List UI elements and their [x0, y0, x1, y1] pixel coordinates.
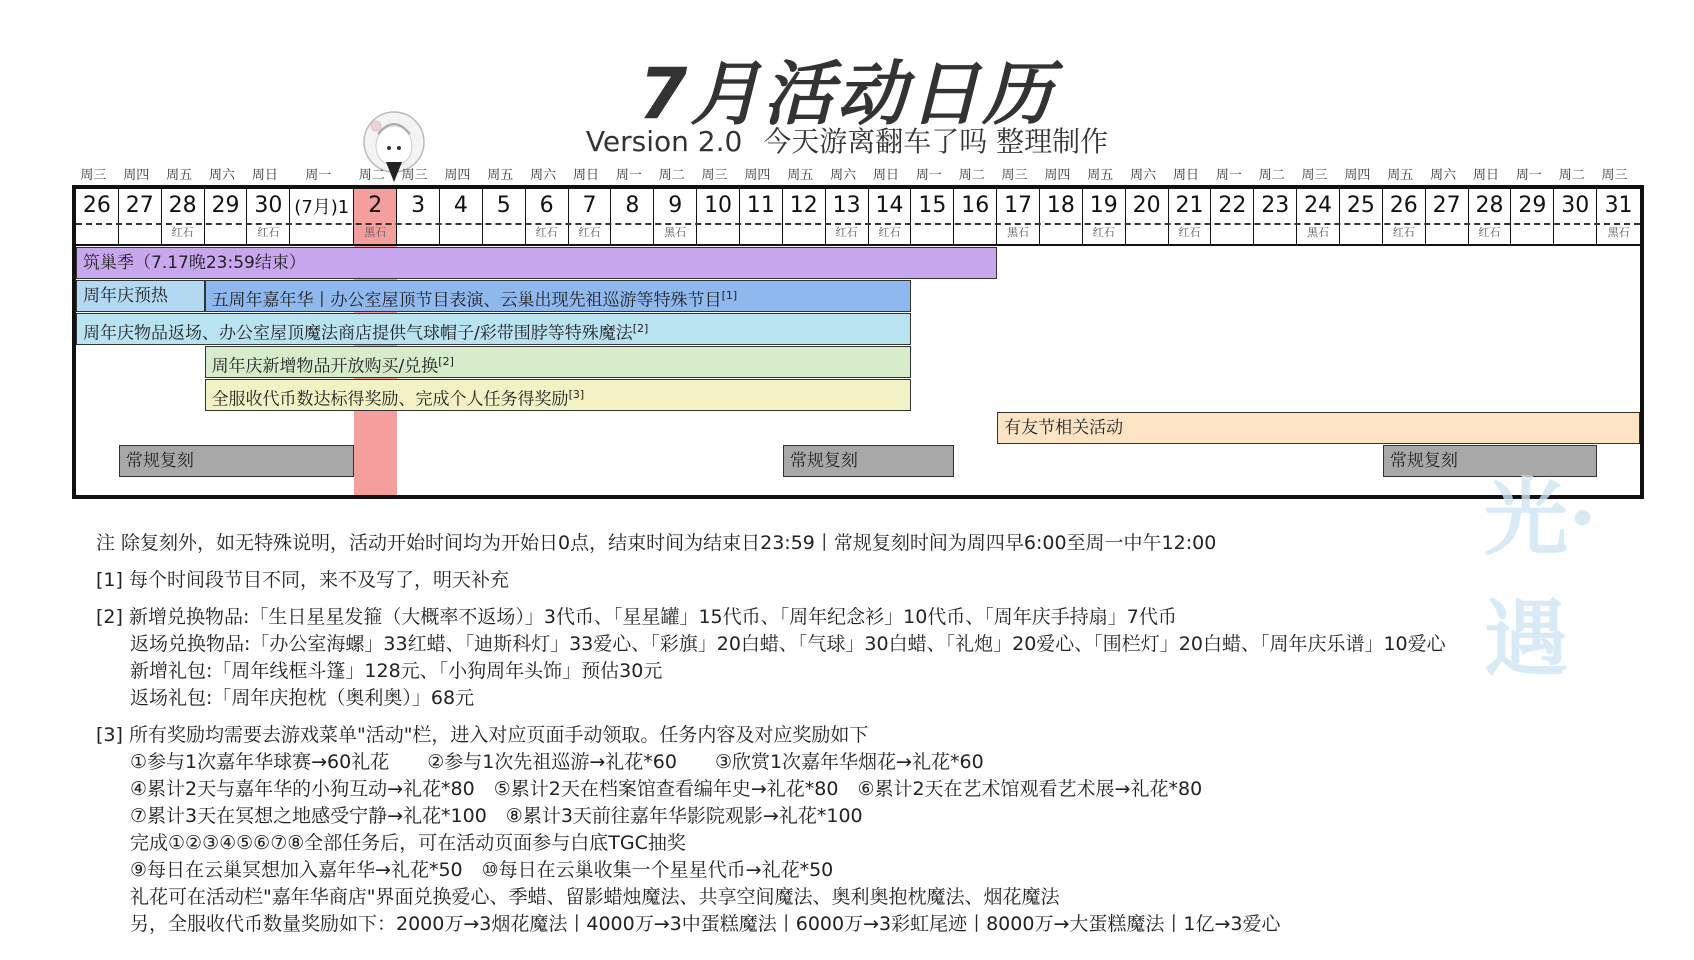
day-cell — [1383, 189, 1426, 244]
day-number: 14 — [875, 193, 904, 218]
day-cell — [247, 189, 290, 244]
day-number: 19 — [1089, 193, 1118, 218]
day-currency-tag: 红石 — [257, 226, 280, 239]
day-number: 4 — [453, 193, 468, 218]
event-bar — [205, 280, 912, 312]
notes-section — [96, 530, 1676, 938]
day-number: 11 — [746, 193, 775, 218]
event-label: 常规复刻 — [125, 451, 194, 471]
weekday-label: 周五 — [1087, 168, 1114, 183]
weekday-row — [72, 164, 1642, 182]
day-cell — [697, 189, 740, 244]
weekday-label: 周四 — [123, 168, 150, 183]
event-label: 筑巢季（7.17晚23:59结束） — [83, 253, 306, 273]
day-cell — [205, 189, 248, 244]
day-currency-tag: 黑石 — [1307, 226, 1330, 239]
day-number: 12 — [789, 193, 818, 218]
event-footnote-ref: [2] — [438, 355, 454, 368]
day-cell — [1340, 189, 1383, 244]
weekday-label: 周三 — [701, 168, 728, 183]
weekday-label: 周五 — [487, 168, 514, 183]
game-logo-watermark: 光·遇 — [1484, 468, 1598, 688]
weekday-label: 周二 — [1558, 168, 1585, 183]
weekday-label: 周日 — [251, 168, 278, 183]
weekday-label: 周二 — [1258, 168, 1285, 183]
weekday-label: 周日 — [872, 168, 899, 183]
day-number: 5 — [496, 193, 511, 218]
event-label: 周年庆新增物品开放购买/兑换 — [211, 356, 439, 377]
day-number: 26 — [82, 193, 111, 218]
day-currency-tag: 红石 — [578, 226, 601, 239]
day-cell — [569, 189, 612, 244]
day-currency-tag: 红石 — [878, 226, 901, 239]
day-number: 31 — [1604, 193, 1633, 218]
day-cell — [611, 189, 654, 244]
event-bar — [76, 313, 911, 345]
note-3-daily: ⑨每日在云巢冥想加入嘉年华→礼花*50 ⑩每日在云巢收集一个星星代币→礼花*50 — [130, 859, 834, 881]
note-3-tasks-3: ⑦累计3天在冥想之地感受宁静→礼花*100 ⑧累计3天前往嘉年华影院观影→礼花*100 — [130, 805, 863, 827]
day-number: 6 — [539, 193, 554, 218]
day-cell — [1554, 189, 1597, 244]
day-number: 15 — [918, 193, 947, 218]
day-number: 27 — [125, 193, 154, 218]
event-label: 周年庆预热 — [83, 286, 168, 306]
page-title: 7月活动日历 — [638, 53, 1056, 135]
day-number: 26 — [1389, 193, 1418, 218]
day-cell — [1469, 189, 1512, 244]
weekday-label: 周四 — [444, 168, 471, 183]
note-1: [1] 每个时间段节目不同，来不及写了，明天补充 — [96, 569, 509, 591]
event-footnote-ref: [3] — [568, 388, 585, 401]
day-number: 17 — [1004, 193, 1033, 218]
event-bar — [119, 445, 354, 477]
day-currency-tag: 红石 — [1478, 226, 1501, 239]
note-2-new-items: [2] 新增兑换物品:「生日星星发箍（大概率不返场）」3代币、「星星罐」15代币、「周年纪念衫」10代币、「周年庆手持扇」7代币 — [96, 606, 1177, 628]
weekday-label: 周二 — [958, 168, 985, 183]
event-bar — [205, 346, 912, 378]
day-currency-tag: 黑石 — [1007, 226, 1030, 239]
day-number: 29 — [211, 193, 240, 218]
event-bar — [205, 379, 912, 411]
weekday-label: 周一 — [1515, 168, 1542, 183]
day-cell — [290, 189, 354, 244]
day-divider-dashed — [76, 223, 1640, 225]
weekday-label: 周二 — [658, 168, 685, 183]
weekday-label: 周四 — [1044, 168, 1071, 183]
weekday-label: 周五 — [1387, 168, 1414, 183]
weekday-label: 周一 — [305, 168, 332, 183]
note-3-tasks-1: ①参与1次嘉年华球赛→60礼花 ②参与1次先祖巡游→礼花*60 ③欣赏1次嘉年华烟花→礼花*60 — [130, 751, 984, 773]
weekday-label: 周三 — [1601, 168, 1628, 183]
day-cell — [483, 189, 526, 244]
weekday-label: 周五 — [166, 168, 193, 183]
day-cell — [740, 189, 783, 244]
day-cell — [1426, 189, 1469, 244]
weekday-label: 周六 — [1130, 168, 1157, 183]
event-label: 有友节相关活动 — [1004, 418, 1124, 438]
day-cell — [1297, 189, 1340, 244]
weekday-label: 周六 — [208, 168, 235, 183]
event-bar — [783, 445, 954, 477]
day-number: 30 — [254, 193, 283, 218]
day-cell — [526, 189, 569, 244]
day-number: 7 — [582, 193, 597, 218]
day-number: 8 — [625, 193, 640, 218]
note-3-server-rewards: 另，全服收代币数量奖励如下：2000万→3烟花魔法丨4000万→3中蛋糕魔法丨6000万→3彩虹尾迹丨8000万→大蛋糕魔法丨1亿→3爱心 — [130, 913, 1281, 935]
note-3-tasks-2: ④累计2天与嘉年华的小狗互动→礼花*80 ⑤累计2天在档案馆查看编年史→礼花*80 ⑥累计2天在艺术馆观看艺术展→礼花*80 — [130, 778, 1203, 800]
weekday-label: 周六 — [1430, 168, 1457, 183]
day-number: 21 — [1175, 193, 1204, 218]
day-cell — [76, 189, 119, 244]
note-2-return-packs: 返场礼包:「周年庆抱枕（奥利奥）」68元 — [130, 687, 475, 709]
day-number: 28 — [168, 193, 197, 218]
day-header-bottom-line — [76, 244, 1640, 246]
day-cell — [869, 189, 912, 244]
day-currency-tag: 红石 — [171, 226, 194, 239]
note-3-intro: [3] 所有奖励均需要去游戏菜单"活动"栏，进入对应页面手动领取。任务内容及对应奖励如下 — [96, 724, 869, 746]
day-currency-tag: 红石 — [1392, 226, 1415, 239]
weekday-label: 周四 — [1344, 168, 1371, 183]
weekday-label: 周三 — [401, 168, 428, 183]
day-currency-tag: 黑石 — [664, 226, 687, 239]
day-cell — [162, 189, 205, 244]
event-label: 周年庆物品返场、办公室屋顶魔法商店提供气球帽子/彩带围脖等特殊魔法 — [83, 323, 633, 344]
day-number: 28 — [1475, 193, 1504, 218]
day-number: 13 — [832, 193, 861, 218]
day-cell — [954, 189, 997, 244]
weekday-label: 周一 — [915, 168, 942, 183]
event-footnote-ref: [1] — [721, 289, 738, 302]
day-cell — [826, 189, 869, 244]
weekday-label: 周日 — [1172, 168, 1199, 183]
event-label: 常规复刻 — [1389, 451, 1458, 471]
day-cell — [1169, 189, 1212, 244]
day-number: 27 — [1432, 193, 1461, 218]
author-label: 今天游离翻车了吗 整理制作 — [763, 125, 1109, 158]
day-number: 22 — [1218, 193, 1247, 218]
event-label: 常规复刻 — [789, 451, 858, 471]
day-cell — [997, 189, 1040, 244]
day-currency-tag: 红石 — [1092, 226, 1115, 239]
day-cell — [911, 189, 954, 244]
day-currency-tag: 红石 — [835, 226, 858, 239]
day-cell — [1126, 189, 1169, 244]
weekday-label: 周日 — [572, 168, 599, 183]
day-number: 25 — [1346, 193, 1375, 218]
weekday-label: 周三 — [1301, 168, 1328, 183]
day-cell — [1083, 189, 1126, 244]
event-bar — [997, 412, 1640, 444]
weekday-label: 周六 — [830, 168, 857, 183]
note-2-new-packs: 新增礼包:「周年线框斗篷」128元、「小狗周年头饰」预估30元 — [130, 660, 663, 682]
day-number: 23 — [1261, 193, 1290, 218]
day-cell — [119, 189, 162, 244]
day-cell — [1511, 189, 1554, 244]
weekday-label: 周一 — [615, 168, 642, 183]
weekday-label: 周三 — [80, 168, 107, 183]
day-cell — [654, 189, 697, 244]
day-cell — [1211, 189, 1254, 244]
day-currency-tag: 黑石 — [1607, 226, 1630, 239]
day-number: 9 — [668, 193, 683, 218]
version-label: Version 2.0 — [585, 125, 743, 158]
day-number: 10 — [704, 193, 733, 218]
day-number: 3 — [411, 193, 426, 218]
event-bar — [76, 247, 997, 279]
weekday-label: 周六 — [530, 168, 557, 183]
day-number: 24 — [1304, 193, 1333, 218]
day-number: 20 — [1132, 193, 1161, 218]
day-cell — [397, 189, 440, 244]
event-label: 全服收代币数达标得奖励、完成个人任务得奖励 — [211, 389, 569, 410]
note-3-shop: 礼花可在活动栏"嘉年华商店"界面兑换爱心、季蜡、留影蜡烛魔法、共享空间魔法、奥利奥抱枕魔法、烟花魔法 — [130, 886, 1060, 908]
weekday-label: 周日 — [1472, 168, 1499, 183]
event-label: 五周年嘉年华丨办公室屋顶节目表演、云巢出现先祖巡游等特殊节目 — [211, 290, 722, 311]
day-cell — [1254, 189, 1297, 244]
weekday-label: 周二 — [358, 168, 385, 183]
day-number: 29 — [1518, 193, 1547, 218]
weekday-label: 周四 — [744, 168, 771, 183]
note-general: 注 除复刻外，如无特殊说明，活动开始时间均为开始日0点，结束时间为结束日23:59丨常规复刻时间为周四早6:00至周一中午12:00 — [96, 532, 1217, 554]
day-currency-tag: 红石 — [1178, 226, 1201, 239]
note-3-lottery: 完成①②③④⑤⑥⑦⑧全部任务后，可在活动页面参与白底TGC抽奖 — [130, 832, 686, 854]
day-cell — [1597, 189, 1640, 244]
weekday-label: 周一 — [1215, 168, 1242, 183]
day-number: 30 — [1561, 193, 1590, 218]
day-number: 2 — [368, 193, 383, 218]
note-2-return-items: 返场兑换物品:「办公室海螺」33红蜡、「迪斯科灯」33爱心、「彩旗」20白蜡、「气球」30白蜡、「礼炮」20爱心、「围栏灯」20白蜡、「周年庆乐谱」10爱心 — [130, 633, 1446, 655]
day-number: (7月)1 — [294, 197, 350, 218]
day-currency-tag: 黑石 — [364, 226, 387, 239]
day-number: 18 — [1046, 193, 1075, 218]
weekday-label: 周三 — [1001, 168, 1028, 183]
day-cell — [783, 189, 826, 244]
event-footnote-ref: [2] — [632, 322, 649, 335]
day-cell — [354, 189, 397, 244]
day-currency-tag: 红石 — [535, 226, 558, 239]
day-cell — [1040, 189, 1083, 244]
weekday-label: 周五 — [787, 168, 814, 183]
day-cell — [440, 189, 483, 244]
event-bar — [76, 280, 205, 312]
day-number: 16 — [961, 193, 990, 218]
page-subtitle — [0, 120, 1694, 160]
